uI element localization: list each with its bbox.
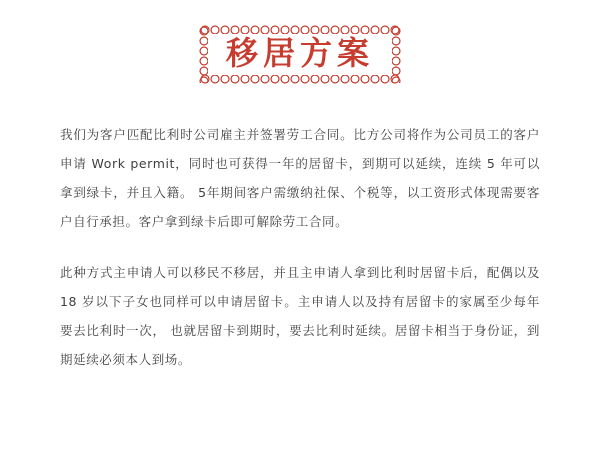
document-title-container <box>0 26 600 83</box>
paragraph-1: 我们为客户匹配比利时公司雇主并签署劳工合同。比方公司将作为公司员工的客户申请 Work permit，同时也可获得一年的居留卡，到期可以延续，连续 5 年可以拿到绿卡，并且入籍。 5年期间客户需缴纳社保、个税等，以工资形式体现需要客户自行承担。客户拿到绿卡后即可解除劳工合同。 <box>60 127 540 229</box>
paragraph-2: 此种方式主申请人可以移民不移居，并且主申请人拿到比利时居留卡后，配偶以及 18 岁以下子女也同样可以申请居留卡。主申请人以及持有居留卡的家属至少每年要去比利时一次， 也就居留卡到期时，要去比利时延续。居留卡相当于身份证，到期延续必须本人到场。 <box>60 265 540 367</box>
document-body <box>60 120 540 374</box>
page-title-text: 移居方案 <box>225 34 374 72</box>
page-title <box>200 26 400 83</box>
